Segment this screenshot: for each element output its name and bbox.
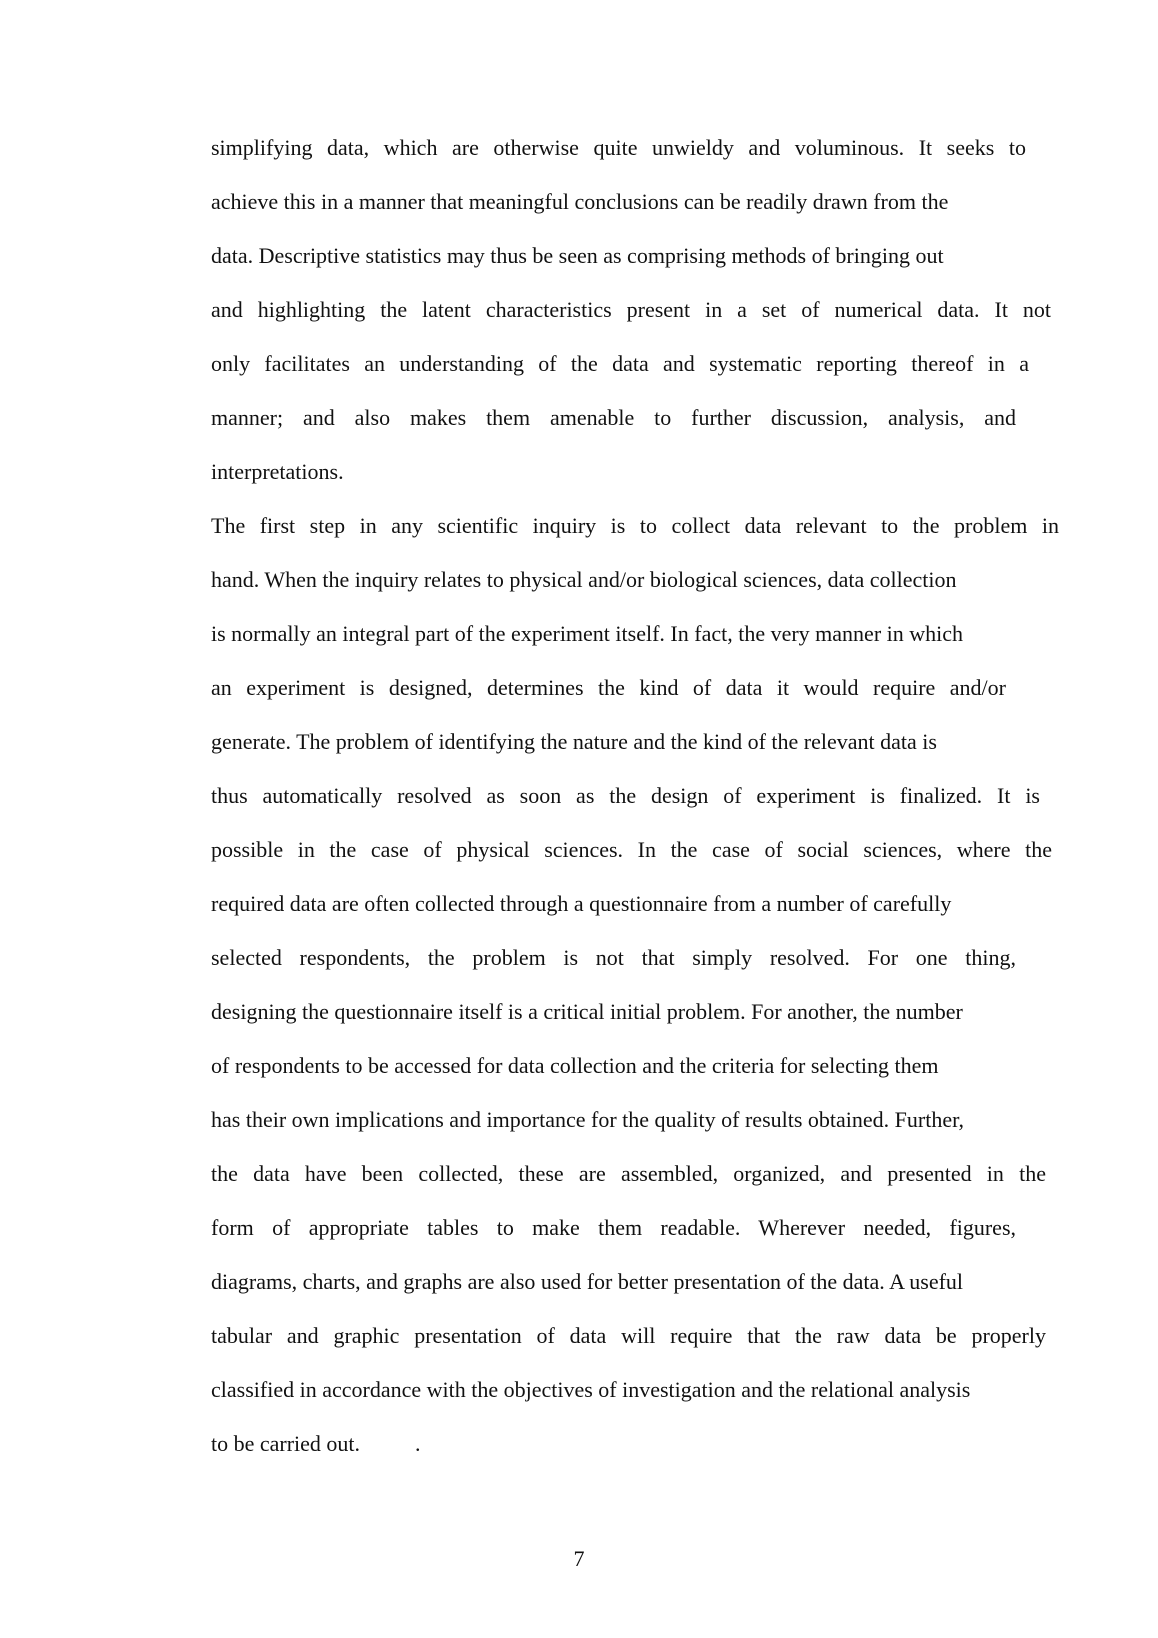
body-text (211, 135, 1061, 1485)
text-line: the data have been collected, these are assembled, organized, and presented in the (211, 1161, 1046, 1186)
text-line: has their own implications and importance for the quality of results obtained. Further, (211, 1107, 965, 1132)
text-line: thus automatically resolved as soon as the design of experiment is finalized. It is (211, 783, 1040, 808)
text-line: selected respondents, the problem is not that simply resolved. For one thing, (211, 945, 1016, 970)
text-line: required data are often collected through a questionnaire from a number of carefully (211, 891, 952, 916)
page-number: 7 (573, 1546, 585, 1571)
text-line: form of appropriate tables to make them readable. Wherever needed, figures, (211, 1215, 1016, 1240)
text-line: and highlighting the latent characteristics present in a set of numerical data. It not (211, 297, 1051, 322)
text-line: an experiment is designed, determines the kind of data it would require and/or (211, 675, 1006, 700)
text-line: designing the questionnaire itself is a critical initial problem. For another, the number (211, 999, 963, 1024)
text-line: to be carried out. . (211, 1431, 421, 1456)
text-line: possible in the case of physical sciences. In the case of social sciences, where the (211, 837, 1052, 862)
text-line: achieve this in a manner that meaningful conclusions can be readily drawn from the (211, 189, 949, 214)
text-line: diagrams, charts, and graphs are also used for better presentation of the data. A useful (211, 1269, 964, 1294)
text-line: of respondents to be accessed for data collection and the criteria for selecting them (211, 1053, 939, 1078)
text-line: manner; and also makes them amenable to further discussion, analysis, and (211, 405, 1016, 430)
text-line: data. Descriptive statistics may thus be seen as comprising methods of bringing out (211, 243, 944, 268)
text-line: simplifying data, which are otherwise quite unwieldy and voluminous. It seeks to (211, 135, 1026, 160)
text-line: generate. The problem of identifying the nature and the kind of the relevant data is (211, 729, 937, 754)
text-line: tabular and graphic presentation of data will require that the raw data be properly (211, 1323, 1046, 1348)
text-line: interpretations. (211, 459, 344, 484)
text-line: classified in accordance with the objectives of investigation and the relational analysis (211, 1377, 971, 1402)
text-line: hand. When the inquiry relates to physical and/or biological sciences, data collection (211, 567, 957, 592)
text-line: only facilitates an understanding of the data and systematic reporting thereof in a (211, 351, 1029, 376)
text-line: The first step in any scientific inquiry is to collect data relevant to the problem in (211, 513, 1059, 538)
text-line: is normally an integral part of the experiment itself. In fact, the very manner in which (211, 621, 964, 646)
